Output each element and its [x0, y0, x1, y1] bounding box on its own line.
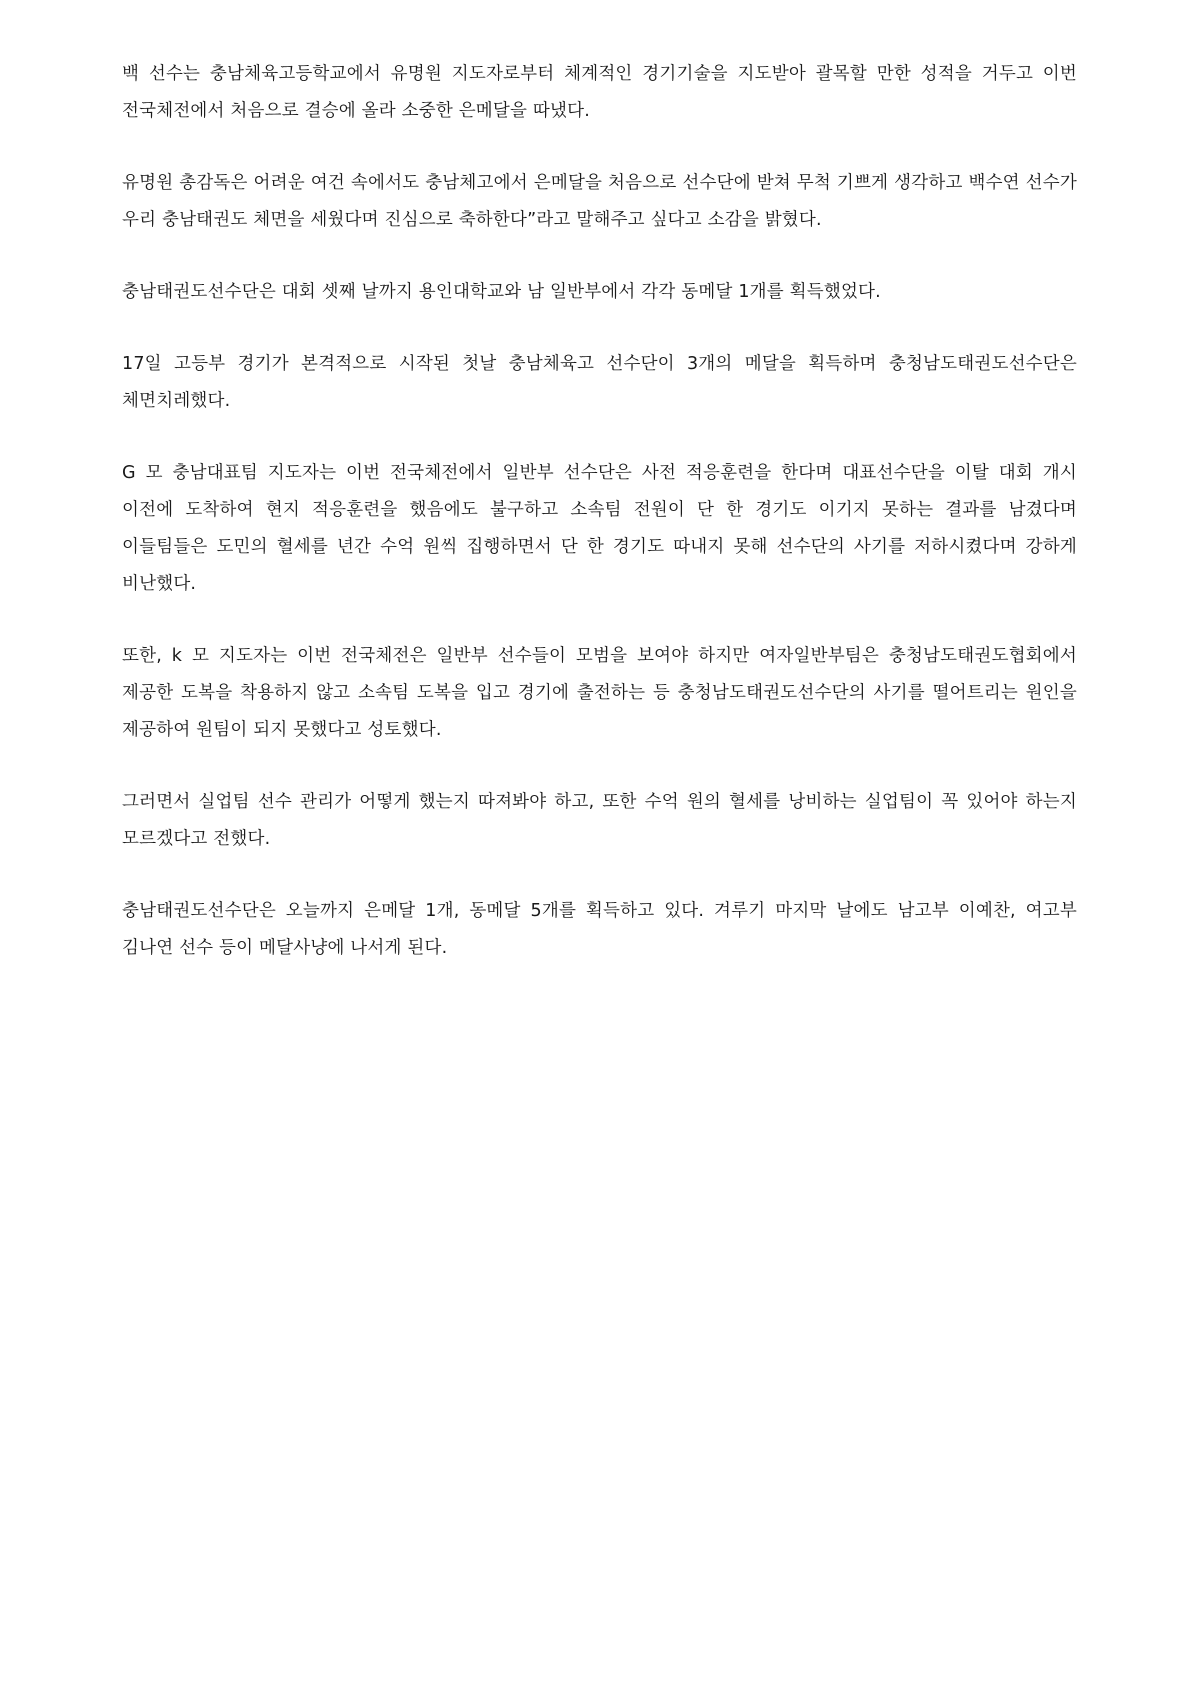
paragraph: 충남태권도선수단은 대회 셋째 날까지 용인대학교와 남 일반부에서 각각 동메달 1개를 획득했었다.: [122, 282, 881, 302]
paragraph: G 모 충남대표팀 지도자는 이번 전국체전에서 일반부 선수단은 사전 적응훈련을 한다며 대표선수단을 이탈 대회 개시 이전에 도착하여 현지 적응훈련을 했음에도 불구하고 소속팀 전원이 단 한 경기도 이기지 못하는 결과를 남겼다며 이들팀들은 도민의 혈세를 년간 수억 원씩 집행하면서 단 한 경기도 따내지 못해 선수단의 사기를 저하시켰다며 강하게 비난했다.: [122, 463, 1077, 594]
paragraph: 백 선수는 충남체육고등학교에서 유명원 지도자로부터 체계적인 경기기술을 지도받아 괄목할 만한 성적을 거두고 이번 전국체전에서 처음으로 결승에 올라 소중한 은메달을 따냈다.: [122, 64, 1077, 121]
paragraph: 충남태권도선수단은 오늘까지 은메달 1개, 동메달 5개를 획득하고 있다. 겨루기 마지막 날에도 남고부 이예찬, 여고부 김나연 선수 등이 메달사냥에 나서게 된다.: [122, 901, 1077, 958]
paragraph: 그러면서 실업팀 선수 관리가 어떻게 했는지 따져봐야 하고, 또한 수억 원의 혈세를 낭비하는 실업팀이 꼭 있어야 하는지 모르겠다고 전했다.: [122, 792, 1077, 849]
paragraph: 또한, k 모 지도자는 이번 전국체전은 일반부 선수들이 모범을 보여야 하지만 여자일반부팀은 충청남도태권도협회에서 제공한 도복을 착용하지 않고 소속팀 도복을 입고 경기에 출전하는 등 충청남도태권도선수단의 사기를 떨어트리는 원인을 제공하여 원팀이 되지 못했다고 성토했다.: [122, 646, 1077, 740]
paragraph: 17일 고등부 경기가 본격적으로 시작된 첫날 충남체육고 선수단이 3개의 메달을 획득하며 충청남도태권도선수단은 체면치레했다.: [122, 354, 1077, 411]
paragraph: 유명원 총감독은 어려운 여건 속에서도 충남체고에서 은메달을 처음으로 선수단에 받쳐 무척 기쁘게 생각하고 백수연 선수가 우리 충남태권도 체면을 세웠다며 진심으로 축하한다”라고 말해주고 싶다고 소감을 밝혔다.: [122, 173, 1077, 230]
article-body: [122, 56, 1077, 1002]
